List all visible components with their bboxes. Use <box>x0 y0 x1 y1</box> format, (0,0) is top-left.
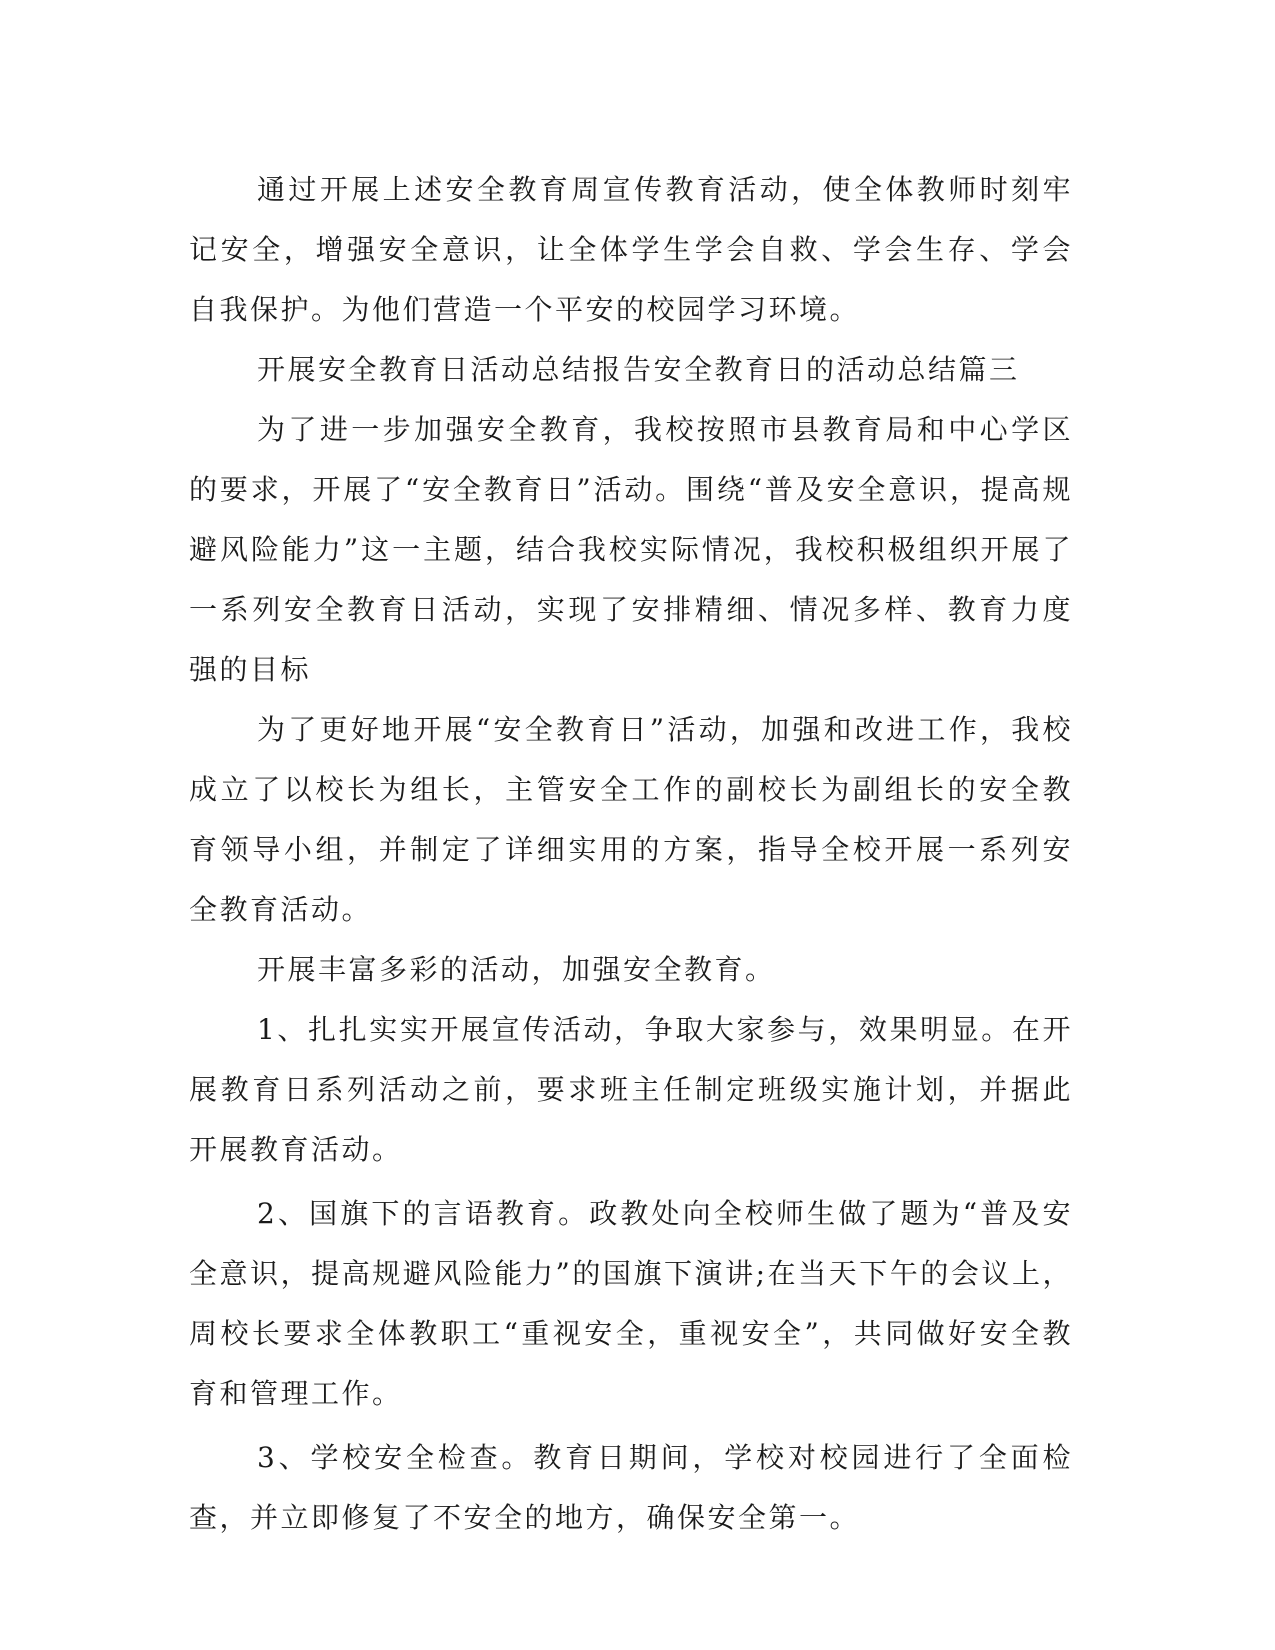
document-body <box>189 160 1073 1548</box>
paragraph-summary: 通过开展上述安全教育周宣传教育活动，使全体教师时刻牢记安全，增强安全意识，让全体学生学会自救、学会生存、学会自我保护。为他们营造一个平安的校园学习环境。 <box>189 173 1073 326</box>
paragraph-intro: 为了进一步加强安全教育，我校按照市县教育局和中心学区的要求，开展了“安全教育日”活动。围绕“普及安全意识，提高规避风险能力”这一主题，结合我校实际情况，我校积极组织开展了一系列安全教育日活动，实现了安排精细、情况多样、教育力度强的目标 <box>189 413 1073 686</box>
paragraph-activities-heading: 开展丰富多彩的活动，加强安全教育。 <box>257 953 776 986</box>
paragraph-item-2: 2、国旗下的言语教育。政教处向全校师生做了题为“普及安全意识，提高规避风险能力”的国旗下演讲;在当天下午的会议上，周校长要求全体教职工“重视安全，重视安全”，共同做好安全教育和管理工作。 <box>189 1197 1073 1410</box>
paragraph-item-1: 1、扎扎实实开展宣传活动，争取大家参与，效果明显。在开展教育日系列活动之前，要求班主任制定班级实施计划，并据此开展教育活动。 <box>189 1013 1073 1166</box>
paragraph-organization: 为了更好地开展“安全教育日”活动，加强和改进工作，我校成立了以校长为组长，主管安全工作的副校长为副组长的安全教育领导小组，并制定了详细实用的方案，指导全校开展一系列安全教育活动。 <box>189 713 1073 926</box>
paragraph-item-3: 3、学校安全检查。教育日期间，学校对校园进行了全面检查，并立即修复了不安全的地方，确保安全第一。 <box>189 1441 1073 1534</box>
section-title: 开展安全教育日活动总结报告安全教育日的活动总结篇三 <box>257 353 1020 386</box>
